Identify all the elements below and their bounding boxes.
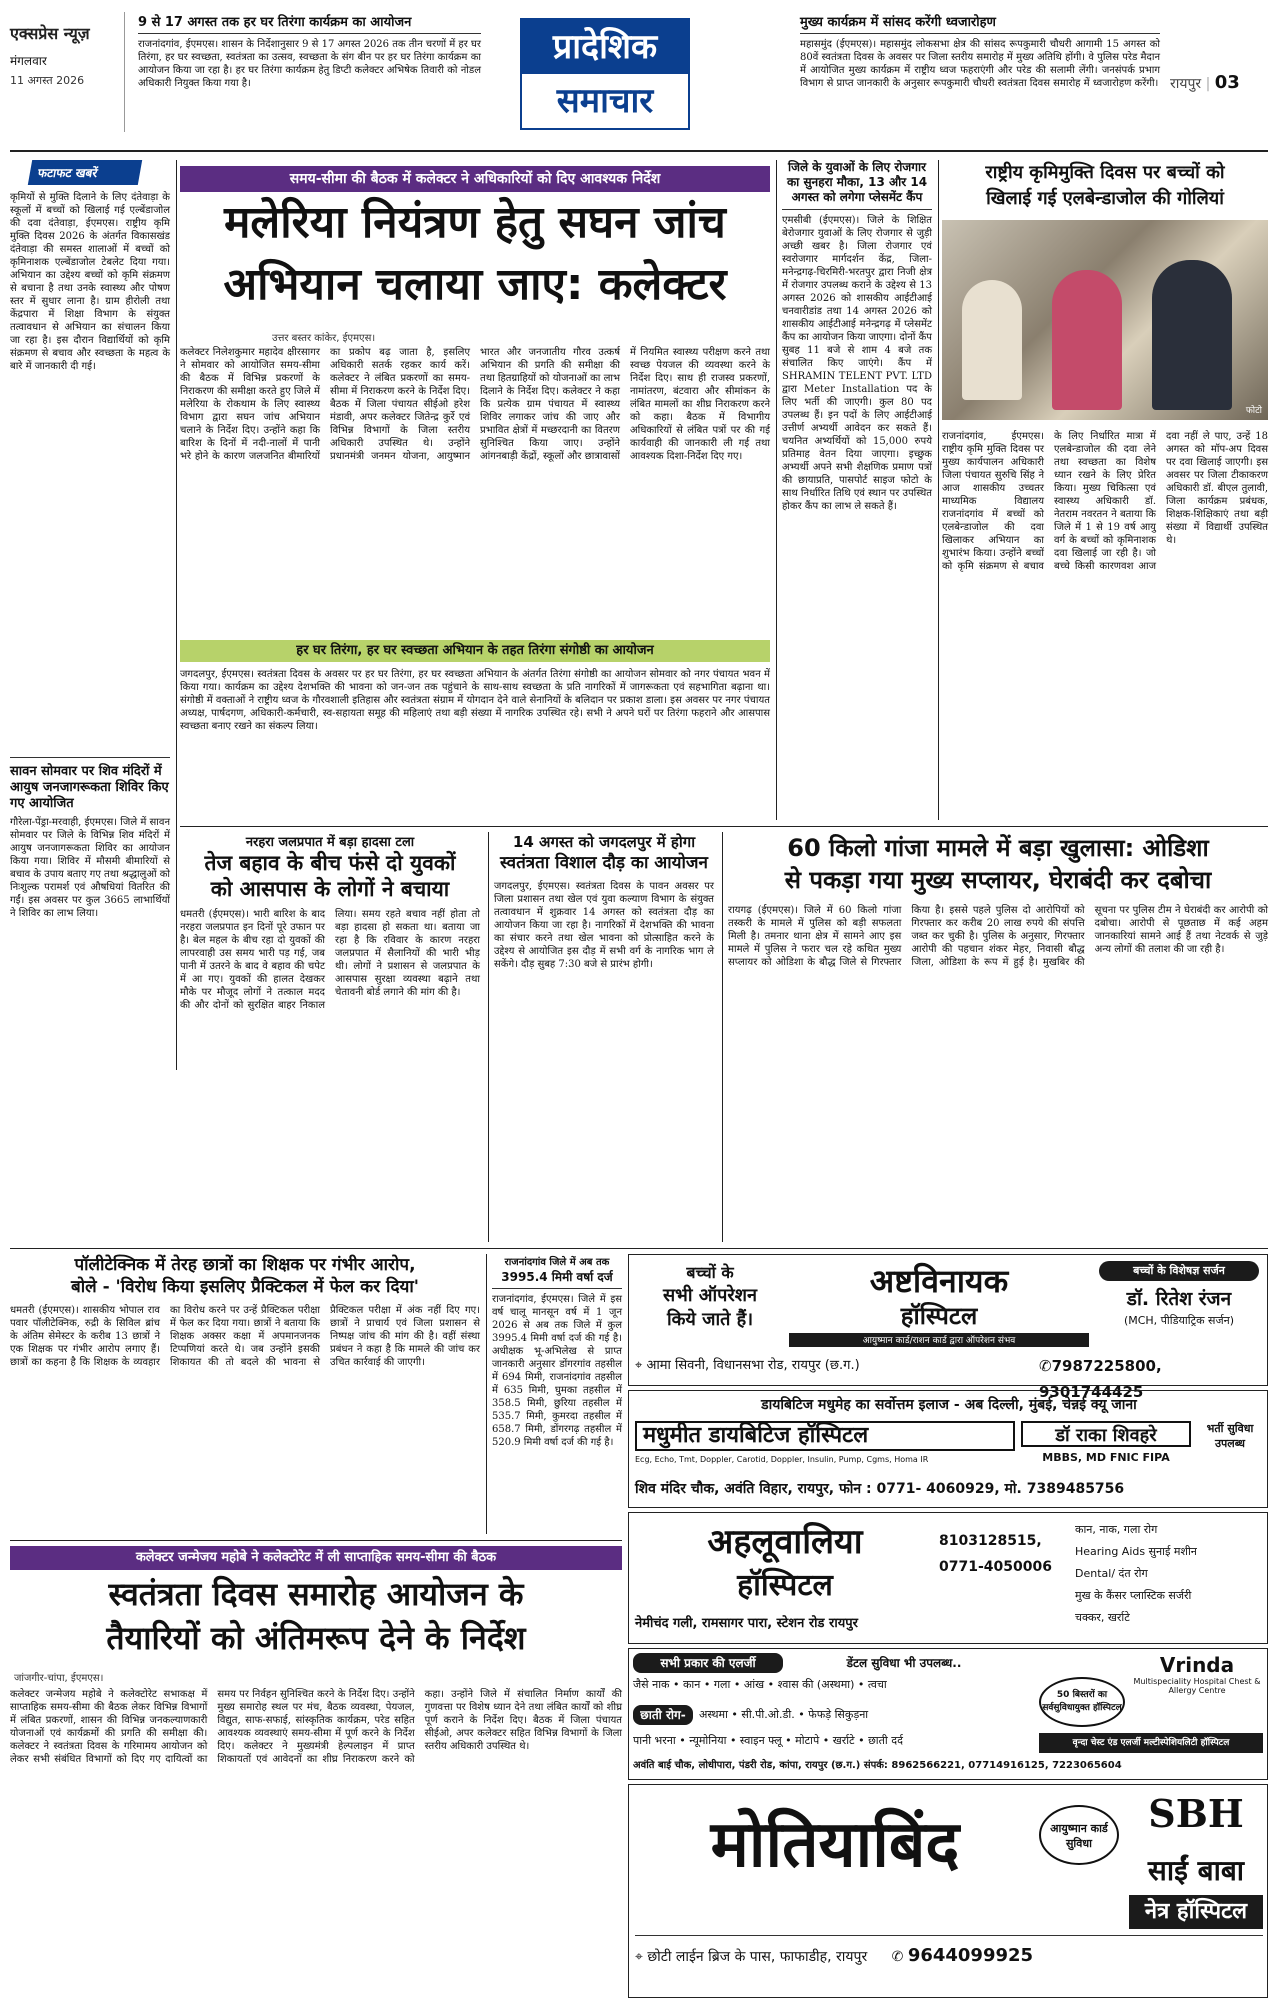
job-camp <box>782 160 932 820</box>
independence-headline-2: तैयारियों को अंतिमरूप देने के निर्देश <box>106 1619 526 1657</box>
vrinda-row3-label: छाती रोग- <box>633 1705 693 1725</box>
vrinda-beds: 50 बिस्तरों का सर्वसुविधायुक्त हॉस्पिटल <box>1039 1677 1125 1727</box>
run-divider <box>488 832 489 1242</box>
location-pin-icon: ⌖ <box>635 1949 648 1965</box>
mid-divider-2 <box>10 1248 1268 1249</box>
run-headline-big: स्वतंत्रता विशाल दौड़ का आयोजन <box>500 853 708 873</box>
ashtavinayak-phone-text: 7987225800, 9301744425 <box>1039 1357 1162 1401</box>
ashtavinayak-doctor: डॉ. रितेश रंजन <box>1126 1288 1232 1310</box>
narhara-headline-1: तेज बहाव के बीच फंसे दो युवकों <box>204 851 456 875</box>
independence-dateline: जांजगीर-चांपा, ईएमएस। <box>14 1673 104 1684</box>
photo-caption: फोटो <box>1245 406 1262 416</box>
run-body: जगदलपुर, ईएमएस। स्वतंत्रता दिवस के पावन अवसर पर जिला प्रशासन तथा खेल एवं युवा कल्याण विभाग के संयुक्त तत्वावधान में शुक्रवार 14 अगस्त को स्वतंत्रता दौड़ का आयोजन किया जा रहा है। नागरिकों में देशभक्ति की भावना का संचार करने तथा खेल भावना को प्रोत्साहित करने के उद्देश्य से आयोजित इस दौड़ में सभी वर्ग के नागरिक भाग ले सकेंगे। दौड़ सुबह 7:30 बजे से प्रारंभ होगी। <box>494 881 714 970</box>
narhara-headline-small: नरहरा जलप्रपात में बड़ा हादसा टला <box>245 835 415 850</box>
main-story-headline-1: मलेरिया नियंत्रण हेतु सघन जांच <box>224 197 726 248</box>
saibaba-big: मोतियाबिंद <box>710 1808 960 1882</box>
ashtavinayak-scheme: आयुष्मान कार्ड/राशन कार्ड द्वारा ऑपरेशन संभव <box>789 1333 1089 1347</box>
saibaba-phone: 9644099925 <box>907 1945 1034 1966</box>
vrinda-hindi-name: वृन्दा चेस्ट एंड एलर्जी मल्टीस्पेशियलिटी हॉस्पिटल <box>1039 1733 1263 1753</box>
ganja-body: रायगढ़ (ईएमएस)। जिले में 60 किलो गांजा तस्करी के मामले में पुलिस को बड़ी सफलता मिली है। तमनार थाना क्षेत्र में सामने आए इस मामले में पुलिस ने फरार चल रहे कथित मुख्य सप्लायर को ओडिशा के बौद्ध जिले से गिरफ्तार किया है। इससे पहले पुलिस दो आरोपियों को गिरफ्तार कर करीब 20 लाख रुपये की संपत्ति जब्त कर चुकी है। पुलिस के अनुसार, गिरफ्तार आरोपी की पहचान शंकर मेहर, निवासी बौद्ध जिला, ओडिशा के रूप में हुई है। मुखबिर की सूचना पर पुलिस टीम ने घेराबंदी कर आरोपी को दबोचा। आरोपी से पूछताछ में कई अहम जानकारियां सामने आई हैं तथा नेटवर्क से जुड़े अन्य लोगों की तलाश की जा रही है। <box>728 905 1268 968</box>
ashtavinayak-specialist: बच्चों के विशेषज्ञ सर्जन <box>1099 1261 1259 1281</box>
section-title-box <box>520 18 690 130</box>
city: रायपुर <box>1170 76 1202 92</box>
polytechnic-story <box>10 1254 480 1534</box>
ad-madhumeet[interactable] <box>628 1390 1268 1508</box>
deworming-photo <box>942 220 1268 420</box>
ahluwalia-service: Hearing Aids सुनाई मशीन <box>1075 1545 1197 1558</box>
vrinda-logo-name: Vrinda <box>1159 1653 1235 1677</box>
left-brief-headline: 9 से 17 अगस्त तक हर घर तिरंगा कार्यक्रम का आयोजन <box>138 12 481 34</box>
ahluwalia-name-2: हॉस्पिटल <box>737 1568 833 1603</box>
madhumeet-address: शिव मंदिर चौक, अवंति विहार, रायपुर, फोन : 0771- 4060929, मो. 7389485756 <box>635 1481 1125 1497</box>
saibaba-logo: SBH <box>1148 1791 1244 1836</box>
phone-icon: ✆ <box>1039 1357 1052 1375</box>
page-meta: रायपुर | 03 <box>1170 72 1240 93</box>
ahluwalia-phone-2: 0771-4050006 <box>939 1559 1052 1575</box>
ad-saibaba[interactable] <box>628 1784 1268 1998</box>
independence-body: कलेक्टर जन्मेजय महोबे ने कलेक्टोरेट सभाकक्ष में साप्ताहिक समय-सीमा की बैठक लेकर विभिन्न विभागों में लंबित प्रकरणों, शासन की विभिन्न जनकल्याणकारी योजनाओं एवं कार्यक्रमों की प्रगति की समीक्षा की। कलेक्टर ने स्वतंत्रता दिवस के गरिमामय आयोजन को लेकर सभी संबंधित विभागों को दिए गए दायित्वों का समय पर निर्वहन सुनिश्चित करने के निर्देश दिए। उन्होंने मुख्य समारोह स्थल पर मंच, बैठक व्यवस्था, पेयजल, विद्युत, साफ-सफाई, सांस्कृतिक कार्यक्रम, परेड सहित आवश्यक व्यवस्थाएं समय-सीमा में पूर्ण करने के निर्देश दिए। कलेक्टर ने मुख्यमंत्री हेल्पलाइन में प्राप्त शिकायतों एवं आवेदनों का शीघ्र निराकरण करने को कहा। उन्होंने जिले में संचालित निर्माण कार्यों की गुणवत्ता पर विशेष ध्यान देने तथा लंबित कार्यों को शीघ्र पूर्ण कराने के निर्देश दिए। बैठक में जिला पंचायत सीईओ, अपर कलेक्टर सहित विभिन्न विभागों के जिला स्तरीय अधिकारी उपस्थित थे। <box>10 1689 622 1765</box>
ganja-headline-2: से पकड़ा गया मुख्य सप्लायर, घेराबंदी कर दबोचा <box>784 866 1212 894</box>
left-brief-text: राजनांदगांव, ईएमएस। शासन के निर्देशानुसार 9 से 17 अगस्त 2026 तक तीन चरणों में हर घर तिरंगा, हर घर स्वच्छता, स्वतंत्रता का उत्सव, स्वच्छता के संग बीन पर हर घर तिरंगा कार्यक्रम का आयोजन किया जा रहा है। हर घर तिरंगा कार्यक्रम हेतु डिप्टी कलेक्टर अभिषेक तिवारी को नोडल अधिकारी नियुक्त किया गया है। <box>138 39 481 89</box>
ad-ahluwalia[interactable] <box>628 1512 1268 1644</box>
rain-story <box>492 1254 622 1534</box>
right-brief-text: महासमुंद (ईएमएस)। महासमुंद लोकसभा क्षेत्र की सांसद रूपकुमारी चौधरी आगामी 15 अगस्त को 80वें स्वतंत्रता दिवस के अवसर पर जिला स्तरीय समारोह में मुख्य अतिथि होंगी। वे पुलिस परेड मैदान में आयोजित मुख्य कार्यक्रम में राष्ट्रीय ध्वज फहराएंगी और परेड की सलामी लेंगी। जनसंपर्क प्रभाग विभाग से प्राप्त जानकारी के अनुसार रूपकुमारी चौधरी स्वतंत्रता दिवस समारोह में ध्वजारोहण करेंगी। <box>800 39 1160 89</box>
deworming-body: राजनांदगांव, ईएमएस। राष्ट्रीय कृमि मुक्ति दिवस पर मुख्य कार्यपालन अधिकारी जिला पंचायत सुरुचि सिंह ने आज शासकीय उच्चतर माध्यमिक विद्यालय राजनांदगांव में बच्चों को एलबेन्डाजोल की दवा खिलाकर अभियान का शुभारंभ किया। उन्होंने बच्चों को कृमि संक्रमण से बचाव के लिए निर्धारित मात्रा में एलबेन्डाजोल की दवा लेने तथा स्वच्छता का विशेष ध्यान रखने के लिए प्रेरित किया। मुख्य चिकित्सा एवं स्वास्थ्य अधिकारी डॉ. नेतराम नवरतन ने बताया कि जिले में 1 से 19 वर्ष आयु वर्ग के बच्चों को कृमिनाशक दवा खिलाई जा रही है। जो बच्चे किसी कारणवश आज दवा नहीं ले पाए, उन्हें 18 अगस्त को मॉप-अप दिवस पर दवा खिलाई जाएगी। इस अवसर पर जिला टीकाकरण अधिकारी डॉ. बीएल तुलावी, जिला कार्यक्रम प्रबंधक, शिक्षक-शिक्षिकाएं तथा बड़ी संख्या में विद्यार्थी उपस्थित थे। <box>942 431 1268 572</box>
day: मंगलवार <box>10 54 47 68</box>
vrinda-row1-b: डेंटल सुविधा भी उपलब्ध.. <box>846 1656 962 1670</box>
page-number: 03 <box>1214 72 1240 93</box>
sidebar-brief-2-title: सावन सोमवार पर शिव मंदिरों में आयुष जनजागरूकता शिविर किए गए आयोजित <box>10 764 169 811</box>
left-brief <box>138 12 481 132</box>
main-story-body: कलेक्टर निलेशकुमार महादेव क्षीरसागर ने सोमवार को आयोजित समय-सीमा की बैठक में विभिन्न प्रकरणों के निराकरण की समीक्षा करते हुए जिले में मलेरिया के रोकथाम के लिए स्वास्थ्य विभाग द्वारा सघन जांच अभियान चलाने के निर्देश दिए। उन्होंने कहा कि बारिश के दिनों में नदी-नालों में पानी भरे होने के कारण जलजनित बीमारियों का प्रकोप बढ़ जाता है, इसलिए अधिकारी सतर्क रहकर कार्य करें। कलेक्टर ने लंबित प्रकरणों का समय-सीमा में निराकरण करने के निर्देश दिए। बैठक में जिला पंचायत सीईओ हरेश मंडावी, अपर कलेक्टर जितेन्द्र कुर्रे एवं विभिन्न विभागों के जिला स्तरीय अधिकारी उपस्थित थे। उन्होंने प्रधानमंत्री जनमन योजना, आयुष्मान भारत और जनजातीय गौरव उत्कर्ष अभियान की प्रगति की समीक्षा की तथा हितग्राहियों को योजनाओं का लाभ दिलाने के निर्देश दिए। कलेक्टर ने कहा कि प्रत्येक ग्राम पंचायत में स्वास्थ्य शिविर लगाकर जांच की जाए और प्रभावित क्षेत्रों में मच्छरदानी का वितरण सुनिश्चित किया जाए। उन्होंने आंगनबाड़ी केंद्रों, स्कूलों और छात्रावासों में नियमित स्वास्थ्य परीक्षण करने तथा स्वच्छ पेयजल की व्यवस्था करने के निर्देश दिए। साथ ही राजस्व प्रकरणों, नामांतरण, बंटवारा और सीमांकन के लंबित मामलों का शीघ्र निराकरण करने को कहा। बैठक में विभागीय अधिकारियों से लंबित पत्रों पर की गई कार्यवाही की जानकारी ली गई तथा आवश्यक दिशा-निर्देश दिए गए। <box>180 347 770 462</box>
ahluwalia-service: Dental/ दंत रोग <box>1075 1567 1148 1580</box>
madhumeet-doctor: डॉ राका शिवहरे <box>1021 1421 1191 1447</box>
ashtavinayak-tag-3: किये जाते हैं। <box>666 1309 754 1330</box>
phone-icon: ✆ <box>891 1949 904 1965</box>
rain-headline-big: 3995.4 मिमी वर्षा दर्ज <box>492 1268 622 1289</box>
ganja-headline-1: 60 किलो गांजा मामले में बड़ा खुलासा: ओडिशा <box>787 834 1209 862</box>
ashtavinayak-tag <box>635 1261 785 1341</box>
vrinda-logo-sub: Multispeciality Hospital Chest & Allergy Centre <box>1133 1677 1261 1695</box>
job-divider <box>776 160 777 820</box>
saibaba-name-2: नेत्र हॉस्पिटल <box>1129 1895 1263 1929</box>
right-brief <box>800 12 1160 132</box>
ashtavinayak-phone <box>1039 1353 1263 1401</box>
ashtavinayak-name-2: हॉस्पिटल <box>900 1302 978 1330</box>
main-story-headline-2: अभियान चलाया जाए: कलेक्टर <box>223 259 727 310</box>
ahluwalia-service: कान, नाक, गला रोग <box>1075 1523 1158 1536</box>
sidebar-label: फटाफट खबरें <box>28 160 142 185</box>
ahluwalia-service: मुख के कैंसर प्लास्टिक सर्जरी <box>1075 1589 1192 1602</box>
narhara-body: धमतरी (ईएमएस)। भारी बारिश के बाद नरहरा जलप्रपात इन दिनों पूरे उफान पर है। बेल महल के बीच रहा दो युवकों की लापरवाही उस समय भारी पड़ गई, जब पानी में उतरने के बाद वे बहाव की चपेट में आ गए। युवकों की हालत देखकर मौके पर मौजूद लोगों ने तत्काल मदद की और दोनों को सुरक्षित बाहर निकाल लिया। समय रहते बचाव नहीं होता तो बड़ा हादसा हो सकता था। बताया जा रहा है कि रविवार के कारण नरहरा जलप्रपात में सैलानियों की भारी भीड़ थी। लोगों ने प्रशासन से जलप्रपात के आसपास सुरक्षा व्यवस्था बढ़ाने तथा चेतावनी बोर्ड लगाने की मांग की है। <box>180 909 480 1011</box>
ahluwalia-services <box>1075 1519 1263 1639</box>
rain-headline-small: राजनांदगांव जिले में अब तक <box>504 1257 610 1268</box>
polytechnic-headline-2: बोले - 'विरोध किया इसलिए प्रैक्टिकल में फेल कर दिया' <box>71 1277 419 1297</box>
madhumeet-tests: Ecg, Echo, Tmt, Doppler, Carotid, Doppler, Insulin, Pump, Cgms, Homa IR <box>635 1455 929 1464</box>
ashtavinayak-address-text: आमा सिवनी, विधानसभा रोड, रायपुर (छ.ग.) <box>646 1358 860 1373</box>
polytechnic-body: धमतरी (ईएमएस)। शासकीय भोपाल राव पवार पॉलीटेक्निक, रुद्री के सिविल ब्रांच के अंतिम सेमेस्टर के करीब 13 छात्रों ने एक शिक्षक पर गंभीर आरोप लगाए हैं। छात्रों का कहना है कि शिक्षक के व्यवहार का विरोध करने पर उन्हें प्रैक्टिकल परीक्षा में फेल कर दिया गया। छात्रों ने बताया कि शिक्षक अक्सर कक्षा में अपमानजनक टिप्पणियां करते थे। जब उन्होंने इसकी शिकायत की तो बदले की भावना से प्रैक्टिकल परीक्षा में अंक नहीं दिए गए। छात्रों ने प्राचार्य एवं जिला प्रशासन से निष्पक्ष जांच की मांग की है। वहीं संस्था प्रबंधन ने कहा है कि मामले की जांच कर उचित कार्रवाई की जाएगी। <box>10 1305 480 1368</box>
ashtavinayak-tag-2: सभी ऑपरेशन <box>663 1285 757 1306</box>
paper-logo <box>10 12 125 132</box>
madhumeet-top: डायबिटिज मधुमेह का सर्वोत्तम इलाज - अब दिल्ली, मुंबई, चेन्नई क्यू जाना <box>761 1397 1137 1413</box>
independence-kicker: कलेक्टर जन्मेजय महोबे ने कलेक्टोरेट में ली साप्ताहिक समय-सीमा की बैठक <box>10 1546 622 1570</box>
sidebar-brief-2: गौरेला-पेंड्रा-मरवाही, ईएमएस। जिले में सावन सोमवार पर जिले के विभिन्न शिव मंदिरों में आयुष जनजागरूकता शिविर का आयोजन किया गया। शिविर में मौसमी बीमारियों से बचाव के उपाय बताए गए तथा श्रद्धालुओं को निःशुल्क परामर्श एवं औषधियां वितरित की गईं। इस अवसर पर कुल 3665 लाभार्थियों ने शिविर का लाभ लिया। <box>10 817 170 919</box>
sidebar-brief-1: कृमियों से मुक्ति दिलाने के लिए दंतेवाड़ा के स्कूलों में बच्चों को खिलाई गई एल्बेंडाजोल की दवा दंतेवाड़ा, ईएमएस। राष्ट्रीय कृमि मुक्ति दिवस 2026 के अंतर्गत विकासखंड दंतेवाड़ा की समस्त शालाओं में बच्चों को कृमिनाशक एल्बेंडाजोल टेबलेट दिया गया। अभियान का उद्देश्य बच्चों को कृमि संक्रमण से बचाना है तथा उनके स्वास्थ्य और पोषण स्तर में सुधार लाना है। ग्राम हीरोली तथा केंद्रपारा में शिक्षा विभाग के संयुक्त तत्वावधान से अभियान का संचालन किया जा रहा है। इस दौरान विद्यार्थियों को कृमि संक्रमण से बचाव और स्वच्छता के महत्व के बारे में जानकारी दी गई। <box>10 192 170 372</box>
ashtavinayak-degree: (MCH, पीडियाट्रिक सर्जन) <box>1123 1314 1235 1327</box>
tiranga-kicker: हर घर तिरंगा, हर घर स्वच्छता अभियान के तहत तिरंगा संगोष्ठी का आयोजन <box>180 640 770 662</box>
job-camp-body: एमसीबी (ईएमएस)। जिले के शिक्षित बेरोजगार युवाओं के लिए रोजगार से जुड़ी अच्छी खबर है। जिला रोजगार एवं स्वरोजगार मार्गदर्शन केंद्र, जिला-मनेन्द्रगढ़-चिरमिरी-भरतपुर द्वारा निजी क्षेत्र में रोजगार उपलब्ध कराने के उद्देश्य से 13 अगस्त 2026 को शासकीय आईटीआई चनवारीडांड तथा 14 अगस्त 2026 को शासकीय आईटीआई मनेन्द्रगढ़ में प्लेसमेंट कैंप का आयोजन किया जाएगा। दोनों कैंप सुबह 11 बजे से शाम 4 बजे तक संचालित किए जाएंगे। कैंप में SHRAMIN TELENT PVT. LTD द्वारा Meter Installation पद के लिए भर्ती की जाएगी। कुल 80 पद उपलब्ध हैं। इन पदों के लिए आईटीआई उत्तीर्ण अभ्यर्थी आवेदन कर सकते हैं। चयनित अभ्यर्थियों को 15,000 रुपये प्रतिमाह वेतन दिया जाएगा। इच्छुक अभ्यर्थी अपने सभी शैक्षणिक प्रमाण पत्रों की छायाप्रति, पासपोर्ट साइज फोटो के साथ निर्धारित तिथि एवं स्थान पर उपस्थित होकर कैंप का लाभ ले सकते हैं। <box>782 215 932 512</box>
date: 11 अगस्त 2026 <box>10 74 85 87</box>
ahluwalia-name-1: अहलूवालिया <box>707 1522 863 1562</box>
tiranga-body: जगदलपुर, ईएमएस। स्वतंत्रता दिवस के अवसर पर हर घर तिरंगा, हर घर स्वच्छता अभियान के अंतर्गत तिरंगा संगोष्ठी का आयोजन सोमवार को नगर पंचायत भवन में किया गया। कार्यक्रम का उद्देश्य देशभक्ति की भावना को जन-जन तक पहुंचाने के साथ-साथ स्वच्छता के प्रति नागरिकों में जागरूकता एवं सहभागिता बढ़ाना था। संगोष्ठी में वक्ताओं ने राष्ट्रीय ध्वज के गौरवशाली इतिहास और स्वतंत्रता संग्राम में योगदान देने वाले सेनानियों के बलिदान पर प्रकाश डाला। इस अवसर पर नगर पंचायत अध्यक्ष, पार्षदगण, अधिकारी-कर्मचारी, स्व-सहायता समूह की महिलाएं तथा बड़ी संख्या में नागरिक उपस्थित रहे। सभी ने अपने घरों पर तिरंगा फहराने और आसपास स्वच्छता बनाए रखने का संकल्प लिया। <box>180 669 770 732</box>
vrinda-row2: जैसे नाक • कान • गला • आंख • श्वास की (अस्थमा) • त्वचा <box>633 1678 887 1691</box>
main-story-dateline: उत्तर बस्तर कांकेर, ईएमएस। <box>272 333 376 344</box>
vrinda-logo <box>1131 1653 1263 1733</box>
narhara-story <box>180 832 480 1242</box>
sidebar-left <box>10 160 170 1070</box>
vrinda-row4: पानी भरना • न्यूमोनिया • स्वाइन फ्लू • मोटापे • खर्राटे • छाती दर्द <box>633 1734 903 1747</box>
ahluwalia-address: नेमीचंद गली, रामसागर पारा, स्टेशन रोड रायपुर <box>635 1616 858 1631</box>
deworming-headline-2: खिलाई गई एलबेन्डाजोल की गोलियां <box>986 188 1224 209</box>
paper-name: एक्सप्रेस न्यूज़ <box>10 24 90 43</box>
ad-vrinda[interactable] <box>628 1648 1268 1780</box>
rain-body: राजनांदगांव, ईएमएस। जिले में इस वर्ष चालू मानसून वर्ष में 1 जून 2026 से अब तक जिले में कुल 3995.4 मिमी वर्षा दर्ज की गई है। अधीक्षक भू-अभिलेख से प्राप्त जानकारी अनुसार डोंगरगांव तहसील में 694 मिमी, राजनांदगांव तहसील में 635 मिमी, घुमका तहसील में 358.5 मिमी, छुरिया तहसील में 535.7 मिमी, कुमरदा तहसील में 658.7 मिमी, डोंगरगढ़ तहसील में 520.9 मिमी वर्षा दर्ज की गई है। <box>492 1294 622 1448</box>
ahluwalia-service: चक्कर, खर्राटे <box>1075 1611 1130 1624</box>
main-story-kicker: समय-सीमा की बैठक में कलेक्टर ने अधिकारियों को दिए आवश्यक निर्देश <box>180 166 770 192</box>
deworming-divider <box>938 160 939 820</box>
madhumeet-name: मधुमीत डायबिटिज हॉस्पिटल <box>635 1421 1015 1451</box>
job-camp-headline: जिले के युवाओं के लिए रोजगार का सुनहरा मौका, 13 और 14 अगस्त को लगेगा प्लेसमेंट कैंप <box>782 160 932 210</box>
masthead <box>10 12 1268 142</box>
polytechnic-headline-1: पॉलीटेक्निक में तेरह छात्रों का शिक्षक पर गंभीर आरोप, <box>74 1255 416 1275</box>
deworming-headline-1: राष्ट्रीय कृमिमुक्ति दिवस पर बच्चों को <box>985 162 1225 183</box>
saibaba-scheme: आयुष्मान कार्ड सुविधा <box>1039 1805 1119 1865</box>
ashtavinayak-name-1: अष्टविनायक <box>869 1262 1009 1300</box>
vrinda-row3: अस्थमा • सी.पी.ओ.डी. • फेफड़े सिकुड़ना <box>699 1708 869 1721</box>
madhumeet-degree: MBBS, MD FNIC FIPA <box>1042 1451 1170 1464</box>
ganja-story <box>728 832 1268 1242</box>
ahluwalia-phone-1: 8103128515, <box>939 1533 1042 1549</box>
independence-headline-1: स्वतंत्रता दिवस समारोह आयोजन के <box>108 1575 524 1613</box>
vrinda-row1-a: सभी प्रकार की एलर्जी <box>633 1653 783 1673</box>
ganja-divider <box>722 832 723 1242</box>
masthead-divider <box>10 150 1268 152</box>
run-story <box>494 832 714 1242</box>
madhumeet-admit: भर्ती सुविधा उपलब्ध <box>1206 1422 1254 1450</box>
ashtavinayak-tag-1: बच्चों के <box>686 1263 734 1282</box>
narhara-headline-2: को आसपास के लोगों ने बचाया <box>210 877 450 901</box>
mid-divider-1 <box>180 826 1268 827</box>
saibaba-address-row <box>635 1935 1263 1975</box>
rain-divider <box>486 1254 487 1534</box>
ashtavinayak-address <box>635 1353 1035 1379</box>
section-title-2: समाचार <box>556 81 654 121</box>
saibaba-name-1: साईं बाबा <box>1147 1854 1245 1887</box>
location-pin-icon: ⌖ <box>635 1358 647 1373</box>
saibaba-address: छोटी लाईन ब्रिज के पास, फाफाडीह, रायपुर <box>647 1949 868 1965</box>
section-title-1: प्रादेशिक <box>522 20 688 74</box>
ad-ashtavinayak[interactable] <box>628 1254 1268 1401</box>
vrinda-address: अवंति बाई चौक, लोधीपारा, पंडरी रोड, कांपा, रायपुर (छ.ग.) संपर्क: 8962566221, 07714916125, 7223065604 <box>633 1760 1122 1771</box>
ahluwalia-phones <box>939 1533 1069 1593</box>
run-headline-small: 14 अगस्त को जगदलपुर में होगा <box>512 833 696 851</box>
mid-divider-3 <box>10 1540 622 1541</box>
right-brief-headline: मुख्य कार्यक्रम में सांसद करेंगी ध्वजारोहण <box>800 12 1160 34</box>
sidebar-divider <box>176 160 177 1070</box>
